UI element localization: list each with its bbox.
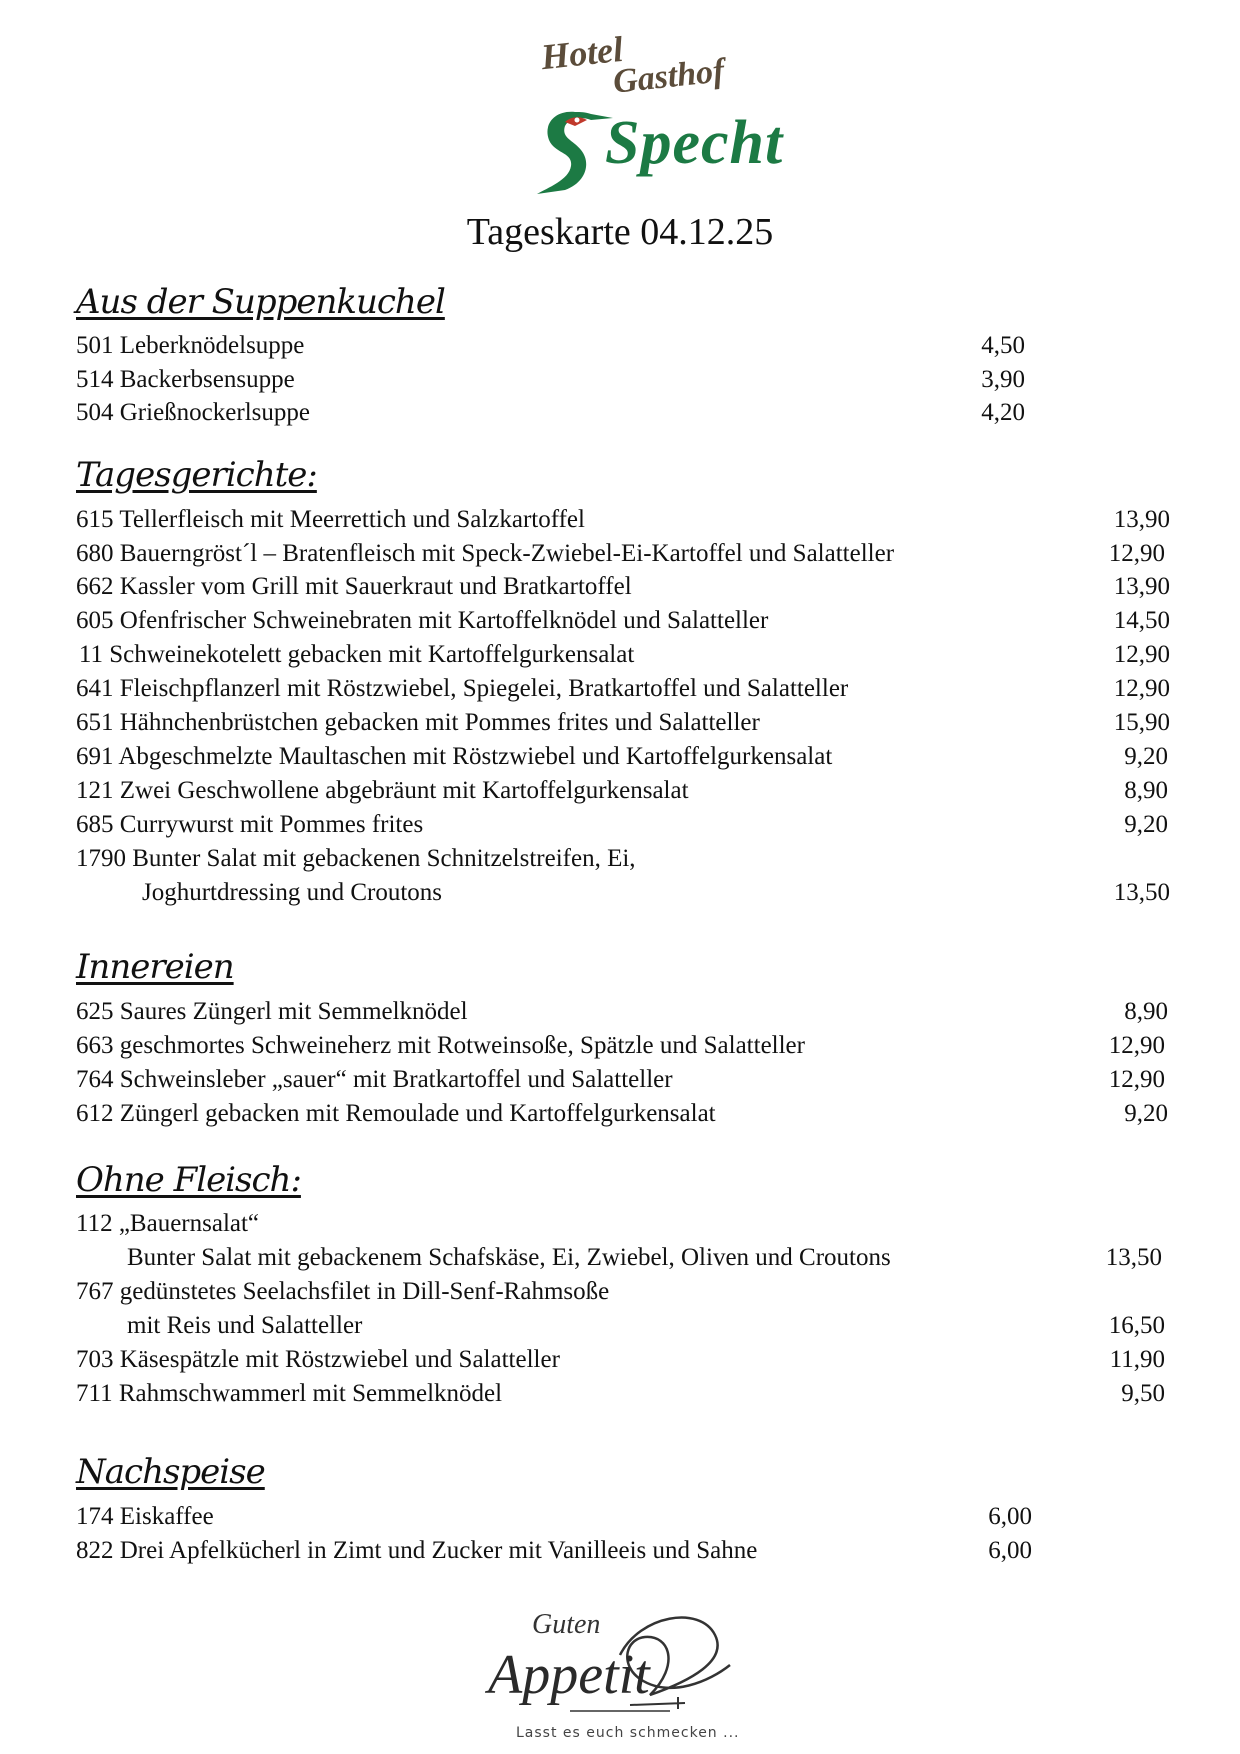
section-heading-ohne-fleisch: Ohne Fleisch: (76, 1160, 301, 1200)
item-text: Käsespätzle mit Röstzwiebel und Salatteller (119, 1346, 560, 1373)
item-text: Zwei Geschwollene abgebräunt mit Kartoffelgurkensalat (119, 777, 689, 804)
item-number: 612 (76, 1100, 114, 1127)
item-price: 6,00 (988, 1537, 1032, 1564)
menu-item-continuation: Joghurtdressing und Croutons (142, 879, 442, 906)
item-price: 4,20 (981, 399, 1025, 426)
menu-item (76, 774, 689, 808)
item-number: 680 (76, 540, 114, 567)
item-number: 662 (76, 573, 114, 600)
item-text: Hähnchenbrüstchen gebacken mit Pommes frites und Salatteller (119, 709, 760, 736)
item-number: 11 (78, 641, 103, 668)
menu-item (76, 1534, 757, 1568)
item-price: 13,90 (1113, 573, 1170, 600)
item-number: 703 (76, 1346, 114, 1373)
item-text: „Bauernsalat“ (118, 1210, 260, 1237)
menu-item (76, 995, 468, 1029)
item-number: 121 (76, 777, 114, 804)
item-text: Ofenfrischer Schweinebraten mit Kartoffelknödel und Salatteller (119, 607, 769, 634)
item-price: 4,50 (981, 332, 1025, 359)
menu-item-continuation: mit Reis und Salatteller (127, 1312, 363, 1339)
menu-item (76, 1343, 560, 1377)
hotel-logo (525, 28, 784, 190)
footer-tagline: Lasst es euch schmecken ... (516, 1725, 740, 1741)
item-text: Bauerngröst´l – Bratenfleisch mit Speck-Zwiebel-Ei-Kartoffel und Salatteller (119, 540, 895, 567)
item-number: 615 (76, 506, 114, 533)
menu-item (76, 329, 304, 363)
item-number: 767 (76, 1278, 114, 1305)
item-number: 651 (76, 709, 114, 736)
menu-item (76, 808, 423, 842)
section-heading-tagesgerichte: Tagesgerichte: (76, 455, 317, 495)
logo-gasthof-text: Gasthof (611, 52, 727, 101)
item-text: Kassler vom Grill mit Sauerkraut und Bratkartoffel (119, 573, 632, 600)
item-number: 1790 (76, 845, 126, 872)
item-number: 501 (76, 332, 114, 359)
menu-item (76, 570, 632, 604)
menu-item (76, 842, 636, 876)
item-text: Currywurst mit Pommes frites (119, 811, 424, 838)
item-number: 174 (76, 1503, 114, 1530)
item-price: 13,50 (1113, 879, 1170, 906)
item-number: 764 (76, 1066, 114, 1093)
item-text: Bunter Salat mit gebackenen Schnitzelstreifen, Ei, (132, 845, 636, 872)
item-price: 15,90 (1113, 709, 1170, 736)
item-number: 625 (76, 998, 114, 1025)
item-text: gedünstetes Seelachsfilet in Dill-Senf-Rahmsoße (119, 1278, 610, 1305)
footer-appetit-text: Appetit (488, 1644, 650, 1706)
item-price: 13,50 (1105, 1244, 1162, 1271)
menu-item (76, 1500, 214, 1534)
item-text: Schweinekotelett gebacken mit Kartoffelgurkensalat (109, 641, 635, 668)
logo-specht-text: Specht (605, 109, 784, 177)
item-text: geschmortes Schweineherz mit Rotweinsoße, Spätzle und Salatteller (119, 1032, 805, 1059)
item-price: 14,50 (1113, 607, 1170, 634)
item-price: 9,20 (1124, 743, 1168, 770)
logo-hotel-text: Hotel (539, 28, 625, 78)
item-text: Abgeschmelzte Maultaschen mit Röstzwiebel und Kartoffelgurkensalat (118, 743, 833, 770)
item-price: 9,20 (1124, 1100, 1168, 1127)
item-price: 6,00 (988, 1503, 1032, 1530)
item-text: Drei Apfelkücherl in Zimt und Zucker mit Vanilleeis und Sahne (119, 1537, 758, 1564)
item-price: 12,90 (1108, 1032, 1165, 1059)
item-text: Saures Züngerl mit Semmelknödel (119, 998, 468, 1025)
item-number: 711 (76, 1380, 113, 1407)
item-number: 504 (76, 399, 114, 426)
item-price: 12,90 (1113, 641, 1170, 668)
menu-item-continuation: Bunter Salat mit gebackenem Schafskäse, Ei, Zwiebel, Oliven und Croutons (127, 1244, 891, 1271)
menu-item (76, 1377, 502, 1411)
item-text: Leberknödelsuppe (119, 332, 305, 359)
footer-guten-text: Guten (532, 1609, 601, 1640)
item-text: Eiskaffee (119, 1503, 214, 1530)
item-text: Züngerl gebacken mit Remoulade und Kartoffelgurkensalat (119, 1100, 716, 1127)
menu-item (76, 672, 848, 706)
menu-item (76, 1207, 259, 1241)
item-text: Rahmschwammerl mit Semmelknödel (118, 1380, 503, 1407)
item-price: 8,90 (1124, 998, 1168, 1025)
item-text: Schweinsleber „sauer“ mit Bratkartoffel und Salatteller (119, 1066, 673, 1093)
item-text: Fleischpflanzerl mit Röstzwiebel, Spiegelei, Bratkartoffel und Salatteller (119, 675, 849, 702)
item-price: 11,90 (1109, 1346, 1165, 1373)
item-price: 8,90 (1124, 777, 1168, 804)
menu-item (76, 638, 634, 672)
item-number: 514 (76, 366, 114, 393)
item-number: 822 (76, 1537, 114, 1564)
menu-item (76, 363, 295, 397)
item-price: 12,90 (1108, 1066, 1165, 1093)
item-number: 685 (76, 811, 114, 838)
woodpecker-icon (525, 102, 615, 202)
menu-item (76, 1029, 805, 1063)
guten-appetit-logo (470, 1595, 770, 1745)
item-price: 12,90 (1108, 540, 1165, 567)
item-number: 112 (76, 1210, 113, 1237)
section-heading-suppen: Aus der Suppenkuchel (76, 282, 445, 322)
item-price: 12,90 (1113, 675, 1170, 702)
menu-item (76, 537, 894, 571)
menu-item (76, 1063, 673, 1097)
menu-item (76, 1097, 716, 1131)
item-text: Backerbsensuppe (119, 366, 295, 393)
item-text: Grießnockerlsuppe (119, 399, 310, 426)
menu-item (76, 706, 760, 740)
item-price: 13,90 (1113, 506, 1170, 533)
item-text: Tellerfleisch mit Meerrettich und Salzkartoffel (119, 506, 585, 533)
item-number: 641 (76, 675, 114, 702)
menu-item (76, 503, 585, 537)
item-price: 3,90 (981, 366, 1025, 393)
menu-item (76, 1275, 609, 1309)
menu-item (76, 740, 832, 774)
item-number: 605 (76, 607, 114, 634)
menu-item (76, 604, 768, 638)
page-title: Tageskarte 04.12.25 (466, 211, 774, 253)
item-price: 9,20 (1124, 811, 1168, 838)
item-number: 663 (76, 1032, 114, 1059)
item-number: 691 (76, 743, 114, 770)
menu-item (76, 396, 310, 430)
section-heading-nachspeise: Nachspeise (76, 1452, 265, 1492)
section-heading-innereien: Innereien (76, 947, 234, 987)
item-price: 9,50 (1121, 1380, 1165, 1407)
item-price: 16,50 (1108, 1312, 1165, 1339)
